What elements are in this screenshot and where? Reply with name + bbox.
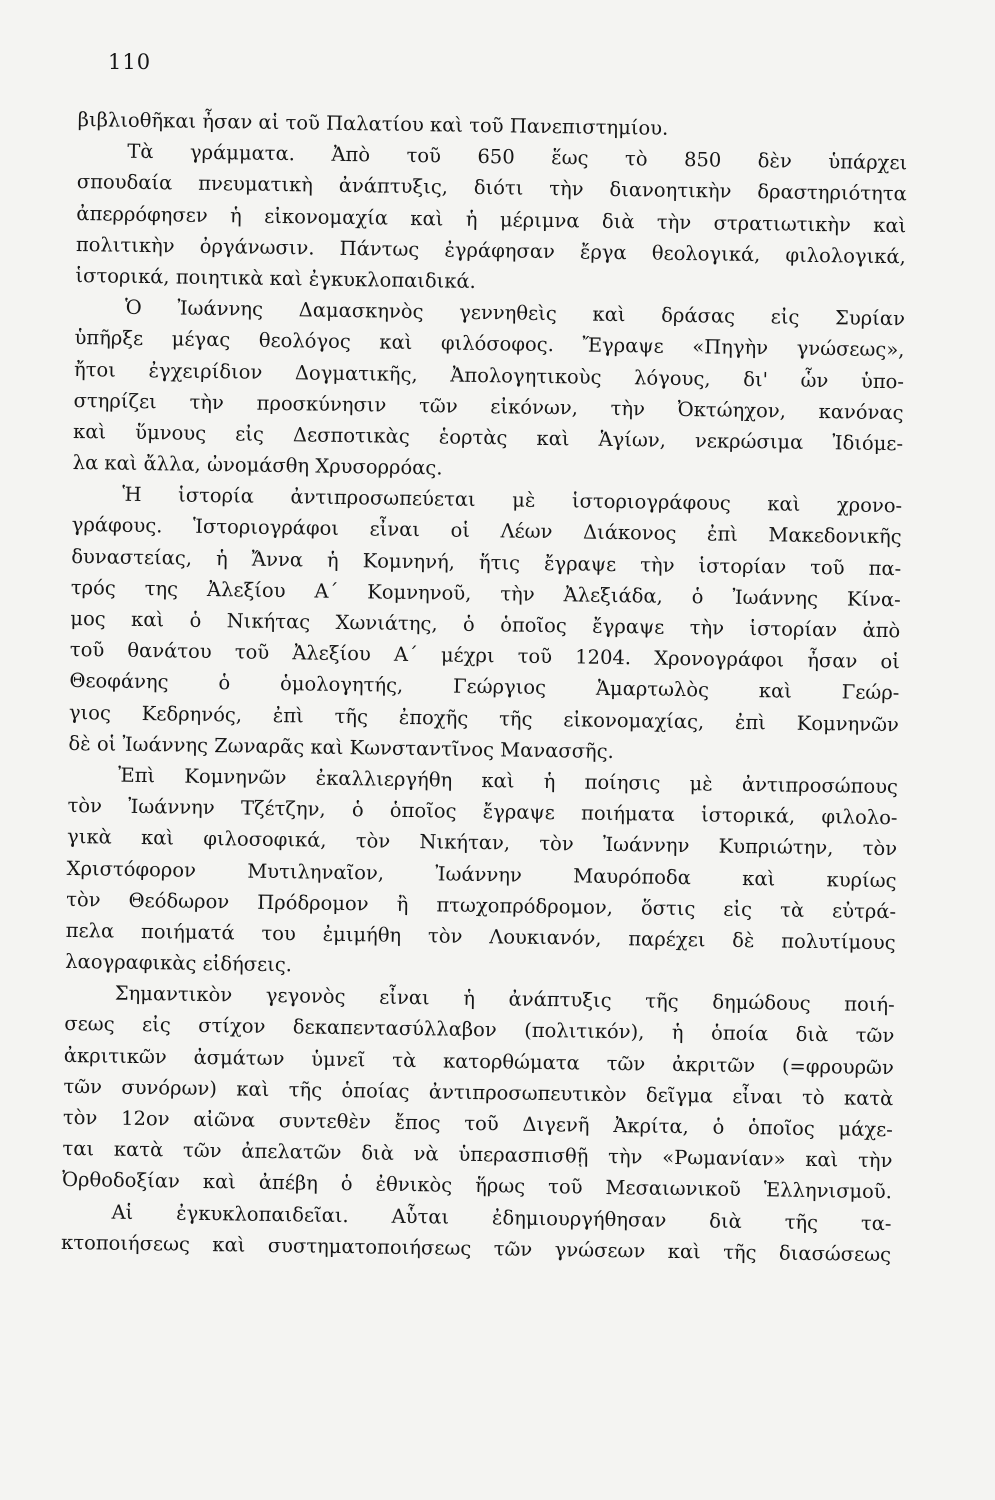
text-line: πολιτικὴν ὀργάνωσιν. Πάντως ἐγράφησαν ἔργα θεολογικά, φιλολογικά, bbox=[75, 232, 906, 269]
text-line: γιος Κεδρηνός, ἐπὶ τῆς ἐποχῆς τῆς εἰκονομαχίας, ἐπὶ Κομνηνῶν bbox=[68, 700, 900, 736]
text-line: ἀπερρόφησεν ἡ εἰκονομαχία καὶ ἡ μέριμνα διὰ τὴν στρατιωτικὴν καὶ bbox=[76, 201, 907, 237]
text-line: τὸν 12ον αἰῶνα συντεθὲν ἔπος τοῦ Διγενῆ Ἀκρίτα, ὁ ὁποῖος μάχε- bbox=[62, 1105, 894, 1142]
text-line: ἀκριτικῶν ἀσμάτων ὑμνεῖ τὰ κατορθώματα τῶν ἀκριτῶν (=φρουρῶν bbox=[63, 1043, 894, 1079]
text-line: Ἐπὶ Κομνηνῶν ἐκαλλιεργήθη καὶ ἡ ποίησις μὲ ἀντιπροσώπους bbox=[117, 763, 899, 799]
text-line: δυναστείας, ἡ Ἄννα ἡ Κομνηνή, ἥτις ἔγραψε τὴν ἱστορίαν τοῦ πα- bbox=[71, 544, 902, 580]
text-line: ὑπῆρξε μέγας θεολόγος καὶ φιλόσοφος. Ἔγραψε «Πηγὴν γνώσεως», bbox=[74, 326, 905, 362]
text-line: Ὁ Ἰωάννης Δαμασκηνὸς γεννηθεὶς καὶ δράσας εἰς Συρίαν bbox=[124, 295, 906, 331]
text-line: γικὰ καὶ φιλοσοφικά, τὸν Νικήταν, τὸν Ἰωάννην Κυπριώτην, τὸν bbox=[66, 825, 898, 861]
page-number: 110 bbox=[108, 50, 152, 74]
text-line: ἱστορικά, ποιητικὰ καὶ ἐγκυκλοπαιδικά. bbox=[75, 263, 477, 293]
text-line: Θεοφάνης ὁ ὁμολογητής, Γεώργιος Ἁμαρτωλὸς καὶ Γεώρ- bbox=[69, 669, 900, 705]
text-line: Χριστόφορον Μυτιληναῖον, Ἰωάννην Μαυρόποδα καὶ κυρίως bbox=[66, 856, 897, 892]
text-line: κτοποιήσεως καὶ συστηματοποιήσεως τῶν γνώσεων καὶ τῆς διασώσεως bbox=[60, 1230, 892, 1266]
text-line: στηρίζει τὴν προσκύνησιν τῶν εἰκόνων, τὴν Ὀκτώηχον, κανόνας bbox=[73, 388, 904, 424]
text-line: σεως εἰς στίχον δεκαπεντασύλλαβον (πολιτικόν), ἡ ὁποία διὰ τῶν bbox=[64, 1012, 895, 1048]
text-line: τὸν Θεόδωρον Πρόδρομον ἢ πτωχοπρόδρομον, ὅστις εἰς τὰ εὐτρά- bbox=[66, 887, 897, 923]
text-line: λα καὶ ἄλλα, ὠνομάσθη Χρυσορρόας. bbox=[72, 451, 443, 480]
text-line: βιβλιοθῆκαι ἦσαν αἱ τοῦ Παλατίου καὶ τοῦ Πανεπιστημίου. bbox=[77, 107, 669, 140]
text-line: Τὰ γράμματα. Ἀπὸ τοῦ 650 ἕως τὸ 850 δὲν ὑπάρχει bbox=[127, 139, 908, 175]
text-line: τῶν συνόρων) καὶ τῆς ὁποίας ἀντιπροσωπευτικὸν δεῖγμα εἶναι τὸ κατὰ bbox=[63, 1074, 894, 1111]
text-line: Αἱ ἐγκυκλοπαιδεῖαι. Αὗται ἐδημιουργήθησαν διὰ τῆς τα- bbox=[111, 1200, 892, 1235]
text-line: καὶ ὕμνους εἰς Δεσποτικὰς ἑορτὰς καὶ Ἁγίων, νεκρώσιμα Ἰδιόμε- bbox=[72, 419, 904, 456]
text-line: μος καὶ ὁ Νικήτας Χωνιάτης, ὁ ὁποῖος ἔγραψε τὴν ἱστορίαν ἀπὸ bbox=[70, 606, 901, 643]
text-line: Ἡ ἱστορία ἀντιπροσωπεύεται μὲ ἱστοριογράφους καὶ χρονο- bbox=[122, 482, 903, 518]
text-line: σπουδαία πνευματικὴ ἀνάπτυξις, διότι τὴν διανοητικὴν δραστηριότητα bbox=[76, 170, 907, 206]
text-line: πελα ποιήματά του ἐμιμήθη τὸν Λουκιανόν, παρέχει δὲ πολυτίμους bbox=[65, 918, 896, 955]
text-line: Ὀρθοδοξίαν καὶ ἀπέβη ὁ ἐθνικὸς ἥρως τοῦ Μεσαιωνικοῦ Ἑλληνισμοῦ. bbox=[61, 1168, 893, 1204]
text-line: τοῦ θανάτου τοῦ Ἀλεξίου Α΄ μέχρι τοῦ 1204. Χρονογράφοι ἦσαν οἱ bbox=[69, 638, 900, 674]
text-line: τρός της Ἀλεξίου Α΄ Κομνηνοῦ, τὴν Ἀλεξιάδα, ὁ Ἰωάννης Κίνα- bbox=[70, 575, 901, 612]
text-line: δὲ οἱ Ἰωάννης Ζωναρᾶς καὶ Κωνσταντῖνος Μανασσῆς. bbox=[68, 731, 614, 763]
text-line: γράφους. Ἱστοριογράφοι εἶναι οἱ Λέων Διάκονος ἐπὶ Μακεδονικῆς bbox=[71, 513, 902, 549]
text-line: Σημαντικὸν γεγονὸς εἶναι ἡ ἀνάπτυξις τῆς δημώδους ποιή- bbox=[114, 981, 895, 1017]
text-line: λαογραφικὰς εἰδήσεις. bbox=[65, 949, 293, 977]
text-line: ἤτοι ἐγχειρίδιον Δογματικῆς, Ἀπολογητικοὺς λόγους, δι' ὧν ὑπο- bbox=[73, 357, 905, 393]
body-text bbox=[61, 104, 908, 1270]
text-line: ται κατὰ τῶν ἀπελατῶν διὰ νὰ ὑπερασπισθῇ τὴν «Ρωμανίαν» καὶ τὴν bbox=[62, 1137, 893, 1173]
text-line: τὸν Ἰωάννην Τζέτζην, ὁ ὁποῖος ἔγραψε ποιήματα ἱστορικά, φιλολο- bbox=[67, 794, 898, 830]
